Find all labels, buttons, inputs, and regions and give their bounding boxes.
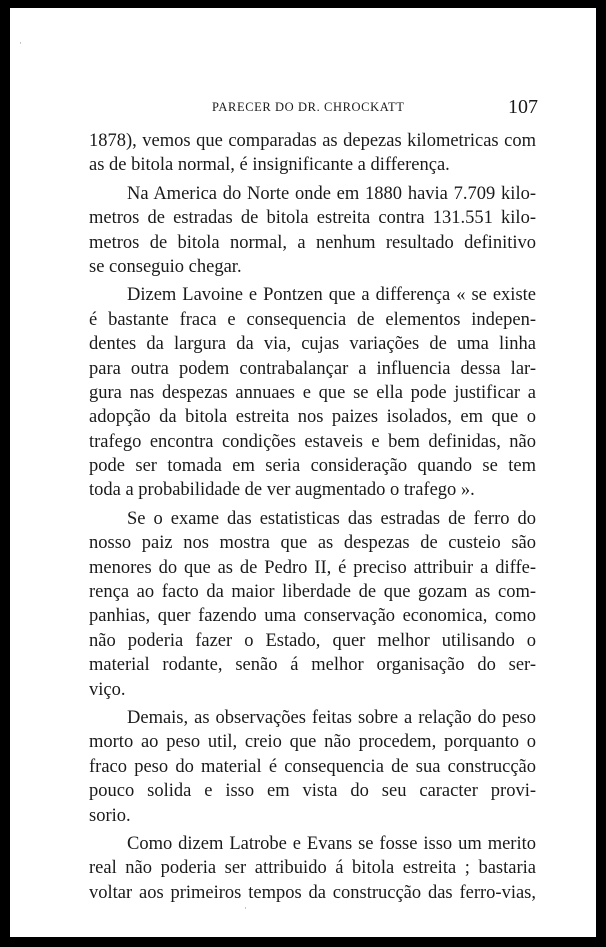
paragraph (89, 832, 536, 905)
text-line: Demais, as observações feitas sobre a relação do peso (127, 707, 536, 728)
text-line: toda a probabilidade de ver augmentado o trafego ». (89, 480, 475, 501)
text-line: voltar aos primeiros tempos da construcção das ferro-vias, (89, 882, 536, 903)
text-line: 1878), vemos que comparadas as depezas kilometricas com (89, 131, 536, 151)
paragraph (89, 706, 536, 828)
text-line: não poderia fazer o Estado, quer melhor utilisando o (89, 630, 536, 651)
running-head-title: PARECER DO DR. CHROCKATT (212, 100, 405, 114)
text-line: pode ser tomada em seria consideração quando se tem (89, 456, 536, 477)
text-line: nosso paiz nos mostra que as despezas de custeio são (89, 533, 536, 554)
text-line: Dizem Lavoine e Pontzen que a differença « se existe (127, 285, 536, 306)
bottom-mark: · (244, 903, 247, 913)
paragraph (89, 283, 536, 503)
book-page (10, 8, 596, 937)
text-line: Como dizem Latrobe e Evans se fosse isso um merito (127, 833, 536, 854)
text-line: panhias, quer fazendo uma conservação economica, como (89, 606, 536, 627)
text-line: dentes da largura da via, cujas variações de uma linha (89, 334, 536, 355)
paragraph (89, 507, 536, 702)
text-line: trafego encontra condições estaveis e bem definidas, não (89, 431, 536, 452)
text-line: Se o exame das estatisticas das estradas de ferro do (127, 508, 536, 529)
text-line: rença ao facto da maior liberdade de que gozam as com- (89, 582, 536, 603)
paragraph (89, 129, 536, 178)
text-line: fraco peso do material é consequencia de sua construcção (89, 756, 536, 777)
running-head (88, 96, 538, 122)
text-line: metros de bitola normal, a nenhum resultado definitivo (89, 232, 536, 253)
text-line: gura nas despezas annuaes e que se ella pode justificar a (89, 382, 536, 403)
text-line: morto ao peso util, creio que não procedem, porquanto o (89, 732, 536, 753)
text-line: sorio. (89, 805, 131, 826)
text-line: metros de estradas de bitola estreita contra 131.551 kilo- (89, 208, 536, 229)
text-line: material rodante, senão á melhor organisação do ser- (89, 655, 536, 676)
text-line: pouco solida e isso em vista do seu caracter provi- (89, 781, 536, 802)
text-line: real não poderia ser attribuido á bitola estreita ; bastaria (89, 858, 536, 879)
page-number: 107 (508, 96, 538, 118)
text-line: se conseguio chegar. (89, 256, 242, 277)
text-line: menores do que as de Pedro II, é preciso attribuir a diffe- (89, 557, 536, 578)
margin-mark: · (19, 38, 22, 48)
text-line: viço. (89, 679, 126, 700)
paragraph (89, 182, 536, 280)
text-line: Na America do Norte onde em 1880 havia 7.709 kilo- (127, 183, 536, 204)
text-line: é bastante fraca e consequencia de elementos indepen- (89, 309, 536, 330)
text-line: as de bitola normal, é insignificante a differença. (89, 155, 450, 176)
text-line: adopção da bitola estreita nos paizes isolados, em que o (89, 407, 536, 428)
text-line: para outra podem contrabalançar a influencia dessa lar- (89, 358, 536, 379)
body-text (89, 129, 536, 905)
